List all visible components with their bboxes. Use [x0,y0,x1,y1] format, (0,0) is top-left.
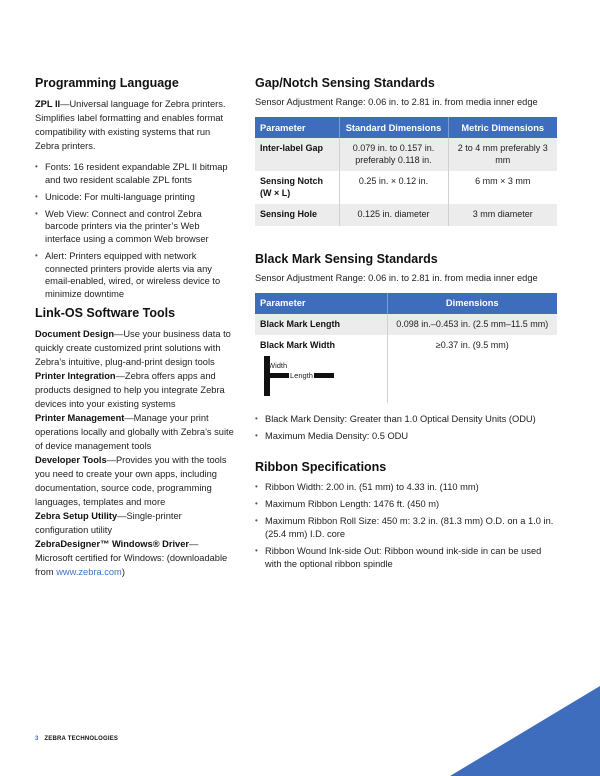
table-cell: Sensing Hole [255,204,339,226]
black-mark-diagram [260,356,383,398]
table-cell: 3 mm diameter [448,204,557,226]
page-footer [35,736,118,742]
tool-lead: Printer Integration [35,371,116,382]
ribbon-heading: Ribbon Specifications [255,460,387,475]
list-item: • Black Mark Density: Greater than 1.0 Optical Density Units (ODU) [255,413,557,426]
table-cell: Sensing Notch (W × L) [255,171,339,204]
tool-text: —Provides you with the tools you need to create your own apps, including documentation, source code, programming languages, templates and more [35,455,227,508]
gap-subtitle: Sensor Adjustment Range: 0.06 in. to 2.81 in. from media inner edge [255,97,538,107]
list-item: • Unicode: For multi-language printing [35,191,235,204]
zpl-text: —Universal language for Zebra printers. Simplifies label formatting and enables format compatibility with existing systems that run Zebra printers. [35,99,226,151]
table-cell: ≥0.37 in. (9.5 mm) [435,340,509,350]
driver-lead: ZebraDesigner™ Windows® Driver [35,539,190,550]
corner-triangle-decoration [450,686,600,776]
tool-text: —Manage your print operations locally and globally with Zebra’s suite of device management tools [35,413,234,452]
list-item: • Maximum Ribbon Length: 1476 ft. (450 m) [255,498,557,511]
tool-lead: Developer Tools [35,455,107,466]
table-cell: Black Mark Length [255,314,387,336]
table-cell: 0.25 in. × 0.12 in. [339,171,448,204]
tool-developer-tools [35,453,235,509]
left-column [35,76,235,579]
tool-text: —Use your business data to quickly create customized print solutions with Zebra’s intuitive, plug-and-print design tools [35,329,231,368]
tool-lead: Document Design [35,329,115,340]
list-item: • Alert: Printers equipped with network connected printers provide alerts via any email-enabled, wired, or wireless device to minimize downtime [35,250,235,300]
table-cell: 2 to 4 mm preferably 3 mm [448,138,557,171]
driver-text: — Microsoft certified for Windows: (downloadable from [35,539,228,578]
zpl-lead: ZPL II [35,99,61,109]
table-cell: 0.098 in.–0.453 in. (2.5 mm–11.5 mm) [387,314,557,336]
table-row [255,171,557,204]
list-item: • Ribbon Width: 2.00 in. (51 mm) to 4.33 in. (110 mm) [255,481,557,494]
diagram-length-label: Length [290,370,313,380]
tool-lead: Printer Management [35,413,125,424]
table-cell: 6 mm × 3 mm [475,176,531,186]
black-mark-heading: Black Mark Sensing Standards [255,251,438,266]
tool-printer-integration [35,369,235,411]
tool-lead: Zebra Setup Utility [35,511,118,522]
tool-printer-management [35,411,235,453]
corner-triangle [450,686,600,776]
column-header: Metric Dimensions [448,117,557,138]
zpl-paragraph [35,97,235,153]
gap-notch-table [255,117,557,226]
black-mark-width-label: Black Mark Width [260,340,335,350]
table-header-row [255,117,557,138]
ribbon-bullets [255,481,557,570]
list-item: • Maximum Ribbon Roll Size: 450 m: 3.2 in. (81.3 mm) O.D. on a 1.0 in. (25.4 mm) I.D. core [255,515,557,540]
table-cell: 0.079 in. to 0.157 in. preferably 0.118 in. [339,138,448,171]
driver-paragraph [35,537,235,579]
driver-close: ) [121,567,125,578]
list-item: • Web View: Connect and control Zebra barcode printers via the printer’s Web interface using a common Web browser [35,208,235,246]
zebra-website-link[interactable]: www.zebra.com [56,567,122,578]
footer-brand: ZEBRA TECHNOLOGIES [44,736,119,742]
column-header: Dimensions [387,293,557,314]
page-number: 3 [35,736,39,742]
table-row [255,335,557,403]
table-row [255,314,557,336]
table-cell [255,335,387,403]
column-header: Parameter [255,117,339,138]
black-mark-table [255,293,557,403]
programming-bullets [35,161,235,300]
table-header-row [255,293,557,314]
diagram-width-label: Width [268,360,288,370]
list-item: • Maximum Media Density: 0.5 ODU [255,430,557,443]
table-row [255,138,557,171]
tool-zebra-setup-utility [35,509,235,537]
list-item: • Fonts: 16 resident expandable ZPL II bitmap and two resident scalable ZPL fonts [35,161,235,186]
programming-language-heading: Programming Language [35,76,179,90]
table-cell: Inter-label Gap [255,138,339,171]
list-item: • Ribbon Wound Ink-side Out: Ribbon wound ink-side in can be used with the optional ribbon spindle [255,545,557,570]
tool-text: —Single-printer configuration utility [35,511,182,536]
gap-notch-heading: Gap/Notch Sensing Standards [255,76,435,90]
link-os-heading: Link-OS Software Tools [35,306,176,321]
black-mark-bullets [255,413,557,443]
table-row [255,204,557,226]
table-cell: 0.125 in. diameter [339,204,448,226]
right-column [255,76,557,575]
column-header: Parameter [255,293,387,314]
black-mark-subtitle: Sensor Adjustment Range: 0.06 in. to 2.81 in. from media inner edge [255,272,538,283]
tool-document-design [35,327,235,369]
tool-text: —Zebra offers apps and products designed to help you integrate Zebra devices into your existing systems [35,371,225,410]
column-header: Standard Dimensions [339,117,448,138]
